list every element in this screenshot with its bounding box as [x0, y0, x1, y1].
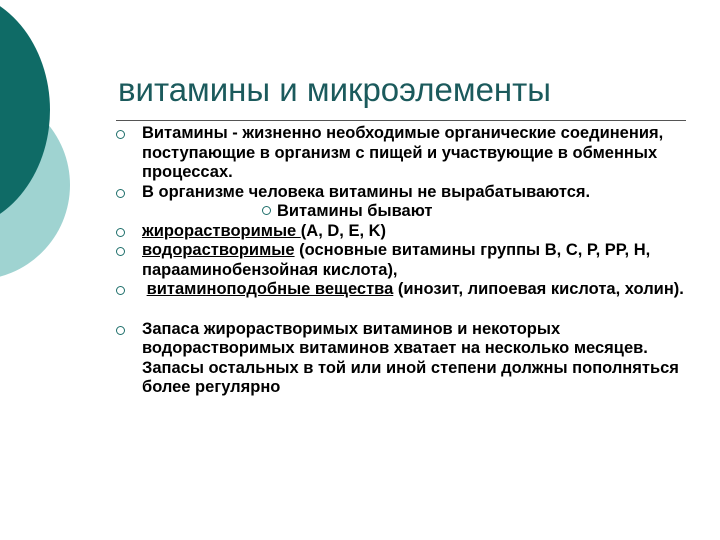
ring-bullet-icon	[116, 130, 125, 139]
ring-bullet-icon	[116, 247, 125, 256]
list-item-fat-soluble	[114, 222, 694, 242]
ring-bullet-icon	[262, 206, 271, 215]
ring-bullet-icon	[116, 228, 125, 237]
list-item-not-produced	[114, 183, 694, 203]
list-item-vitamin-like	[114, 280, 694, 300]
list-item-water-soluble	[114, 241, 694, 280]
ring-bullet-icon	[116, 326, 125, 335]
ring-bullet-icon	[116, 286, 125, 295]
water-soluble-term: водорастворимые	[142, 241, 295, 259]
title-divider	[116, 120, 686, 121]
definition-text: Витамины - жизненно необходимые органические соединения, поступающие в организм с пищей и участвующие в обменных процессах.	[142, 124, 664, 181]
fat-soluble-list: (А, D, E, K)	[300, 221, 387, 240]
slide-title: витамины и микроэлементы	[118, 71, 551, 108]
list-item-reserves	[114, 320, 694, 398]
fat-soluble-term: жирорастворимые	[142, 221, 301, 240]
vitamin-like-list: (инозит, липоевая кислота, холин).	[393, 280, 684, 298]
not-produced-text: В организме человека витамины не вырабатываются.	[142, 182, 591, 201]
reserves-text: Запаса жирорастворимых витаминов и некоторых водорастворимых витаминов хватает на несколько месяцев. Запасы остальных в той или иной степени должны пополняться более регулярно	[142, 319, 679, 396]
water-soluble-list: (основные витамины группы В, С, Р, РР, Н, парааминобензойная кислота),	[142, 241, 651, 279]
subheading-line	[114, 202, 694, 222]
ring-bullet-icon	[116, 189, 125, 198]
list-item-definition	[114, 124, 694, 183]
slide-body	[114, 124, 694, 398]
subheading-text: Витамины бывают	[277, 202, 433, 220]
vitamin-like-term: витаминоподобные вещества	[146, 280, 394, 298]
